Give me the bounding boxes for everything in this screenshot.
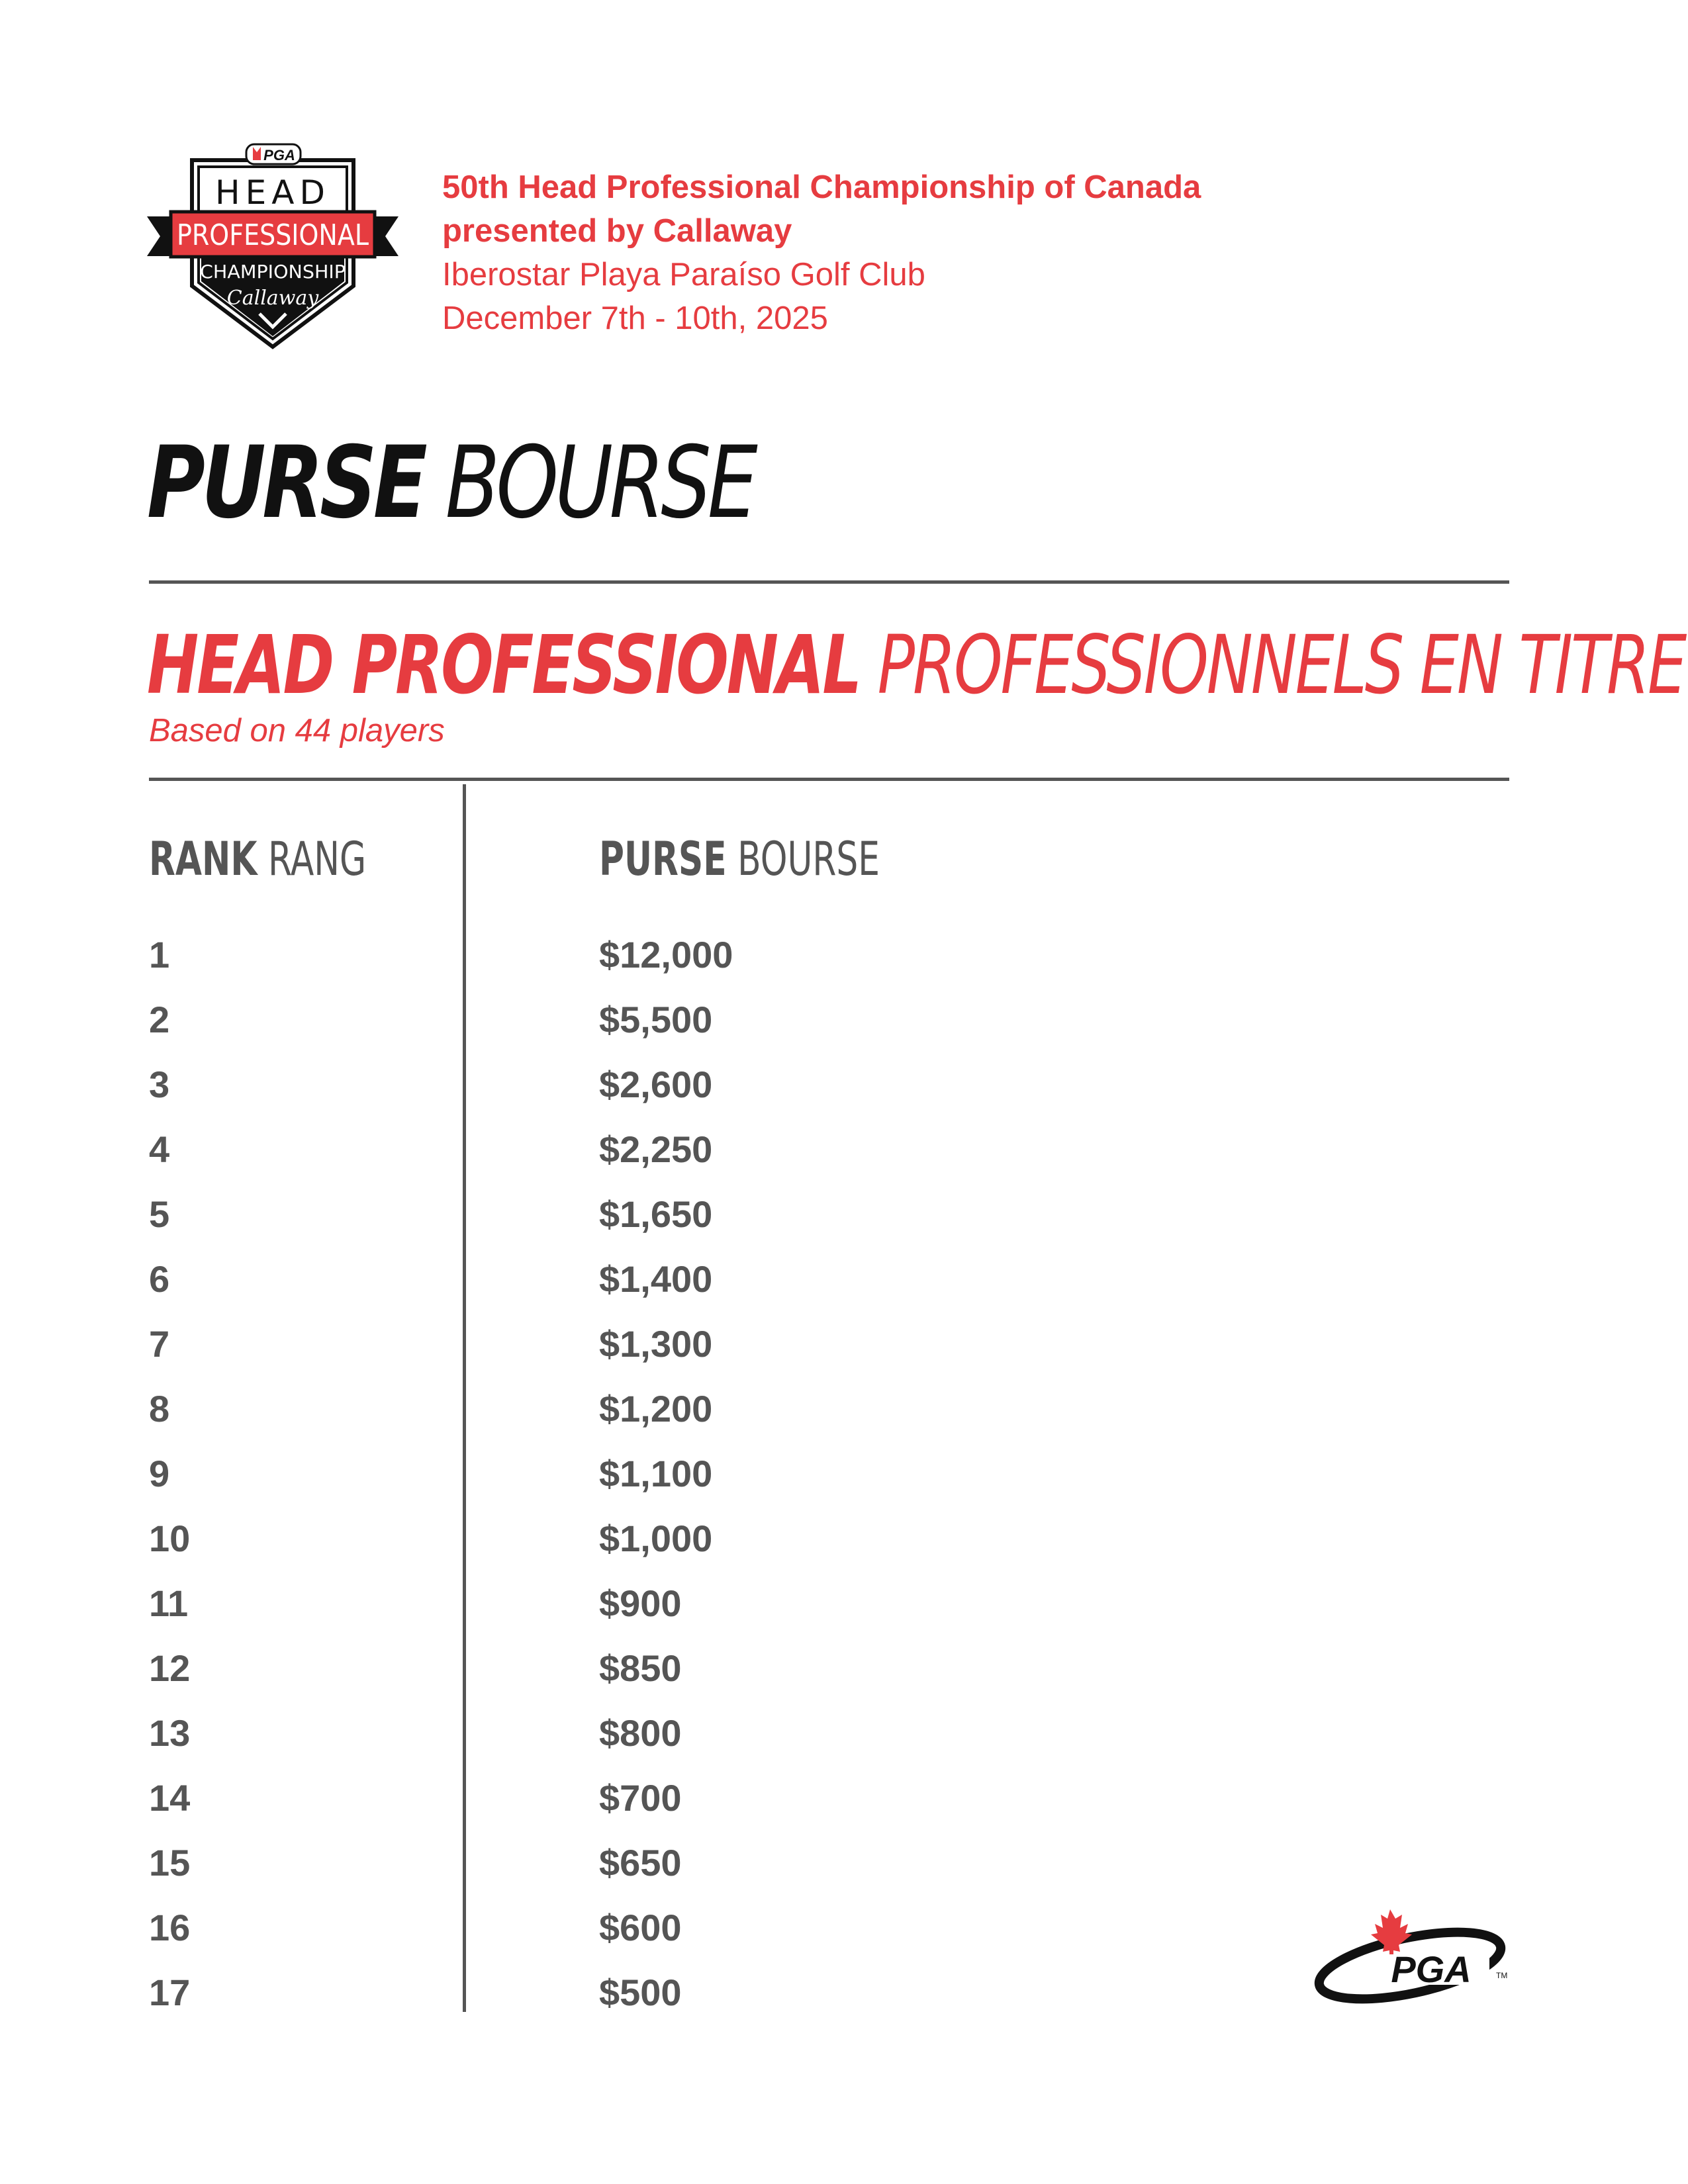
purse-cell: $1,100 <box>599 1453 713 1494</box>
event-name-line1: 50th Head Professional Championship of Canada <box>442 169 1201 205</box>
pga-logo-tm: TM <box>1496 1971 1508 1980</box>
purse-cell: $850 <box>599 1647 682 1689</box>
rank-cell: 1 <box>149 934 170 976</box>
purse-cell: $700 <box>599 1777 682 1819</box>
purse-cell: $5,500 <box>599 999 713 1040</box>
rank-cell: 16 <box>149 1907 191 1948</box>
category-note: Based on 44 players <box>149 713 445 749</box>
column-header-purse-light: BOURSE <box>737 832 880 886</box>
category-title <box>147 618 1685 712</box>
purse-cell: $900 <box>599 1582 682 1624</box>
table-row <box>0 1452 1688 1517</box>
logo-line2: PROFESSIONAL <box>177 218 369 252</box>
rank-cell: 11 <box>149 1582 189 1624</box>
purse-cell: $800 <box>599 1712 682 1754</box>
event-name-line2: presented by Callaway <box>442 213 792 249</box>
purse-cell: $500 <box>599 1972 682 2013</box>
rank-cell: 3 <box>149 1064 170 1105</box>
table-row <box>0 1647 1688 1711</box>
purse-cell: $1,300 <box>599 1323 713 1365</box>
column-header-purse-bold: PURSE <box>599 832 727 886</box>
purse-cell: $1,000 <box>599 1518 713 1559</box>
table-row <box>0 1517 1688 1582</box>
rank-cell: 15 <box>149 1842 191 1884</box>
table-row <box>0 1387 1688 1452</box>
logo-line1: HEAD <box>215 173 330 212</box>
event-info <box>442 165 1201 340</box>
divider-top <box>149 580 1509 584</box>
event-venue: Iberostar Playa Paraíso Golf Club <box>442 257 925 293</box>
rank-cell: 9 <box>149 1453 170 1494</box>
logo-sponsor: Callaway <box>226 287 319 310</box>
category-title-bold: HEAD PROFESSIONAL <box>147 618 860 712</box>
purse-cell: $2,600 <box>599 1064 713 1105</box>
column-header-rank <box>149 833 366 886</box>
table-row <box>0 1063 1688 1128</box>
logo-line3: CHAMPIONSHIP <box>200 261 346 283</box>
rank-cell: 8 <box>149 1388 170 1430</box>
rank-cell: 2 <box>149 999 170 1040</box>
rank-cell: 7 <box>149 1323 170 1365</box>
championship-logo <box>147 140 399 352</box>
rank-cell: 4 <box>149 1128 170 1170</box>
table-row <box>0 1193 1688 1257</box>
category-title-light: PROFESSIONNELS EN TITRE <box>877 618 1685 712</box>
page-title <box>147 426 755 541</box>
rank-cell: 5 <box>149 1193 170 1235</box>
rank-cell: 17 <box>149 1972 191 2013</box>
table-row <box>0 1128 1688 1193</box>
rank-cell: 14 <box>149 1777 191 1819</box>
page-title-light: BOURSE <box>445 426 755 541</box>
purse-cell: $1,200 <box>599 1388 713 1430</box>
table-row <box>0 998 1688 1063</box>
table-row <box>0 933 1688 998</box>
rank-cell: 13 <box>149 1712 191 1754</box>
purse-cell: $650 <box>599 1842 682 1884</box>
table-row <box>0 1582 1688 1647</box>
event-dates: December 7th - 10th, 2025 <box>442 300 828 336</box>
page-title-bold: PURSE <box>147 426 424 541</box>
purse-cell: $600 <box>599 1907 682 1948</box>
purse-cell: $2,250 <box>599 1128 713 1170</box>
logo-org: PGA <box>263 147 295 163</box>
rank-cell: 12 <box>149 1647 191 1689</box>
column-header-rank-bold: RANK <box>149 832 258 886</box>
purse-cell: $1,400 <box>599 1258 713 1300</box>
divider-table <box>149 778 1509 781</box>
column-header-purse <box>599 833 880 886</box>
purse-cell: $12,000 <box>599 934 733 976</box>
pga-logo-text: PGA <box>1391 1948 1472 1990</box>
purse-table <box>0 933 1688 2036</box>
table-row <box>0 1776 1688 1841</box>
purse-cell: $1,650 <box>599 1193 713 1235</box>
pga-logo <box>1311 1896 1509 2015</box>
rank-cell: 6 <box>149 1258 170 1300</box>
table-row <box>0 1322 1688 1387</box>
table-row <box>0 1711 1688 1776</box>
column-header-rank-light: RANG <box>267 832 367 886</box>
table-row <box>0 1257 1688 1322</box>
rank-cell: 10 <box>149 1518 191 1559</box>
